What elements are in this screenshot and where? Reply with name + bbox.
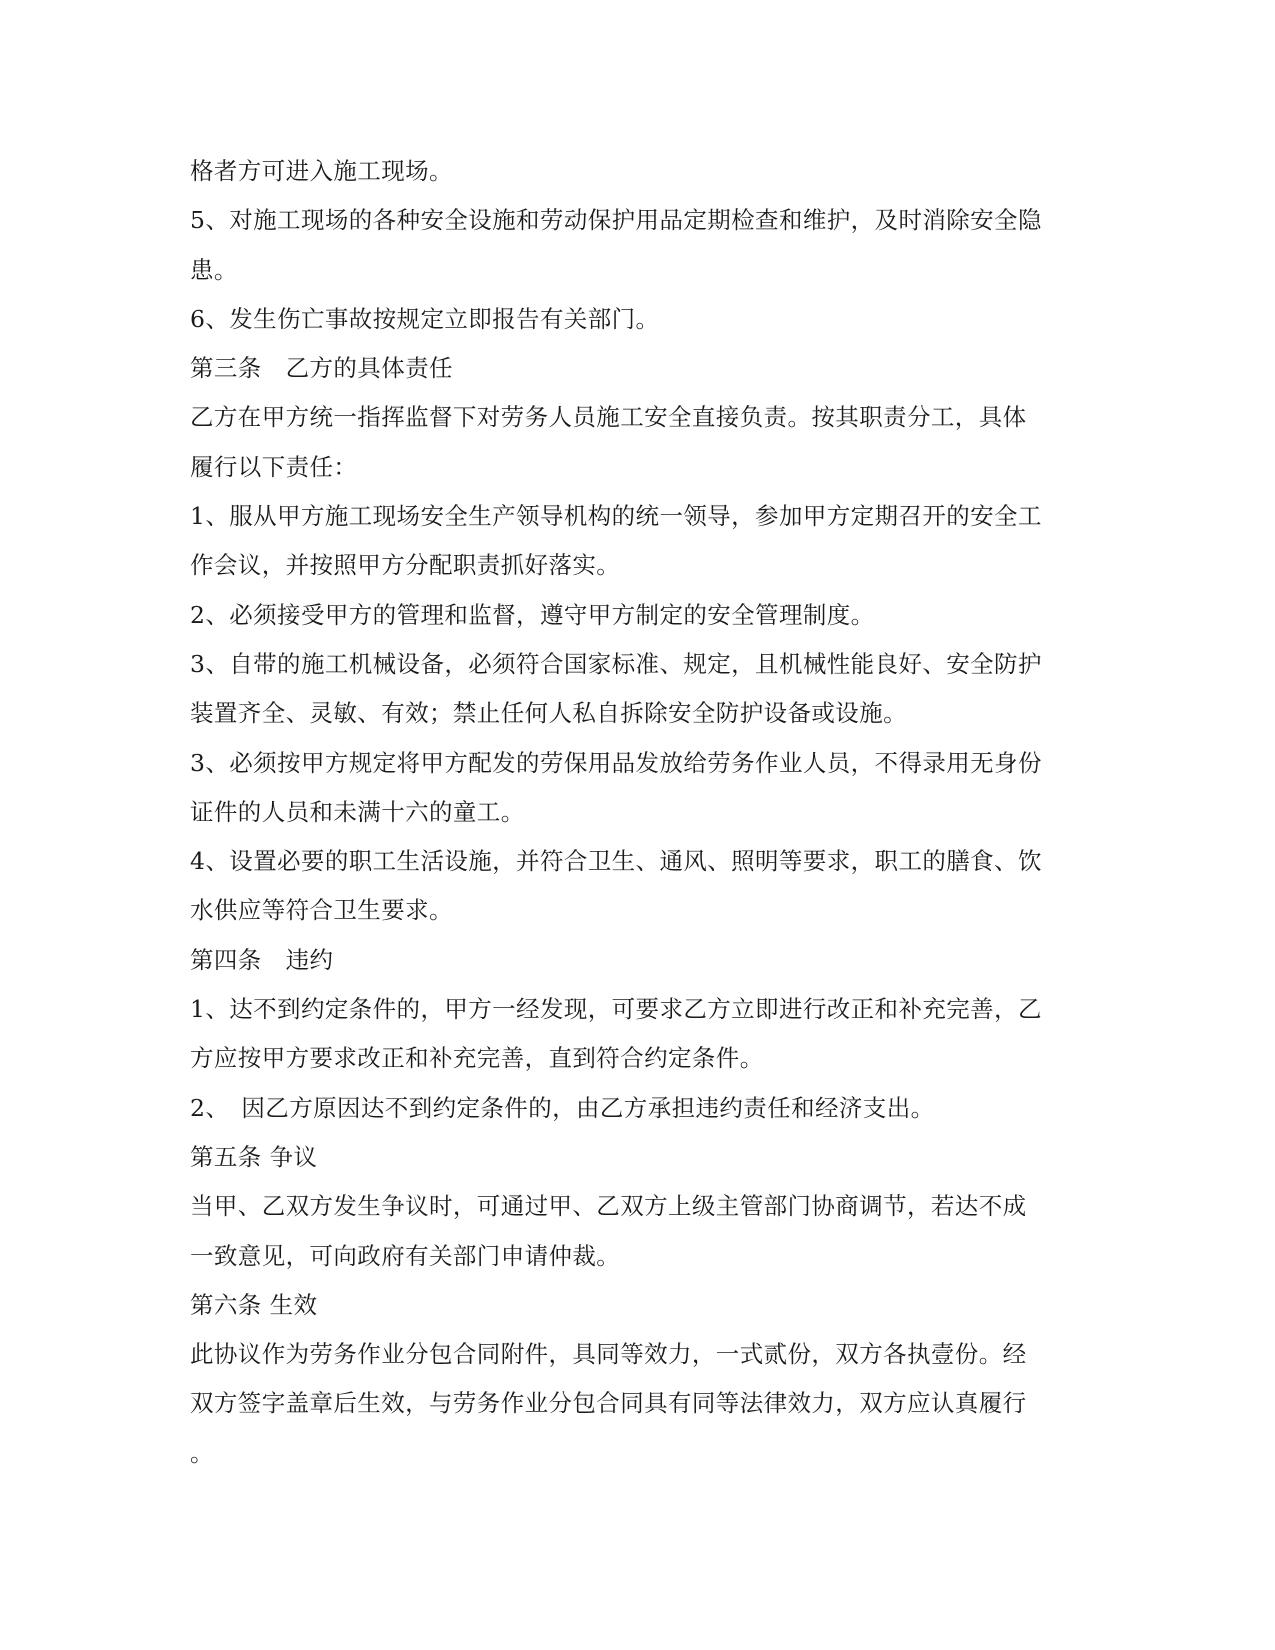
text-line: 3、自带的施工机械设备，必须符合国家标准、规定，且机械性能良好、安全防护 xyxy=(190,649,1042,678)
text-line: 双方签字盖章后生效，与劳务作业分包合同具有同等法律效力，双方应认真履行 xyxy=(190,1389,1027,1418)
text-line: 装置齐全、灵敏、有效；禁止任何人私自拆除安全防护设备或设施。 xyxy=(190,699,907,728)
text-line: 1、服从甲方施工现场安全生产领导机构的统一领导，参加甲方定期召开的安全工 xyxy=(190,502,1042,531)
text-line: 4、设置必要的职工生活设施，并符合卫生、通风、照明等要求，职工的膳食、饮 xyxy=(190,847,1042,876)
text-line: 格者方可进入施工现场。 xyxy=(190,157,453,185)
text-line: 。 xyxy=(190,1438,214,1467)
text-line: 证件的人员和未满十六的童工。 xyxy=(190,797,525,826)
text-line: 此协议作为劳务作业分包合同附件，具同等效力，一式贰份，双方各执壹份。经 xyxy=(190,1340,1027,1369)
text-line: 2、 因乙方原因达不到约定条件的，由乙方承担违约责任和经济支出。 xyxy=(190,1093,935,1122)
section-heading: 第五条 争议 xyxy=(190,1142,318,1171)
text-line: 作会议，并按照甲方分配职责抓好落实。 xyxy=(190,551,621,580)
text-line: 6、发生伤亡事故按规定立即报告有关部门。 xyxy=(190,304,660,333)
text-line: 患。 xyxy=(190,255,238,284)
text-line: 2、必须接受甲方的管理和监督，遵守甲方制定的安全管理制度。 xyxy=(190,600,875,629)
document-body xyxy=(190,147,1090,1478)
text-line: 5、对施工现场的各种安全设施和劳动保护用品定期检查和维护，及时消除安全隐 xyxy=(190,206,1042,235)
section-heading: 第六条 生效 xyxy=(190,1290,318,1319)
text-line: 3、必须按甲方规定将甲方配发的劳保用品发放给劳务作业人员，不得录用无身份 xyxy=(190,748,1042,777)
section-heading: 第三条 乙方的具体责任 xyxy=(190,354,453,383)
text-line: 乙方在甲方统一指挥监督下对劳务人员施工安全直接负责。按其职责分工，具体 xyxy=(190,403,1027,432)
text-line: 方应按甲方要求改正和补充完善，直到符合约定条件。 xyxy=(190,1044,764,1073)
text-line: 当甲、乙双方发生争议时，可通过甲、乙双方上级主管部门协商调节，若达不成 xyxy=(190,1192,1027,1221)
text-line: 水供应等符合卫生要求。 xyxy=(190,896,453,925)
section-heading: 第四条 违约 xyxy=(190,945,334,974)
text-line: 一致意见，可向政府有关部门申请仲裁。 xyxy=(190,1241,621,1270)
text-line: 履行以下责任： xyxy=(190,452,358,481)
text-line: 1、达不到约定条件的，甲方一经发现，可要求乙方立即进行改正和补充完善，乙 xyxy=(190,995,1042,1024)
